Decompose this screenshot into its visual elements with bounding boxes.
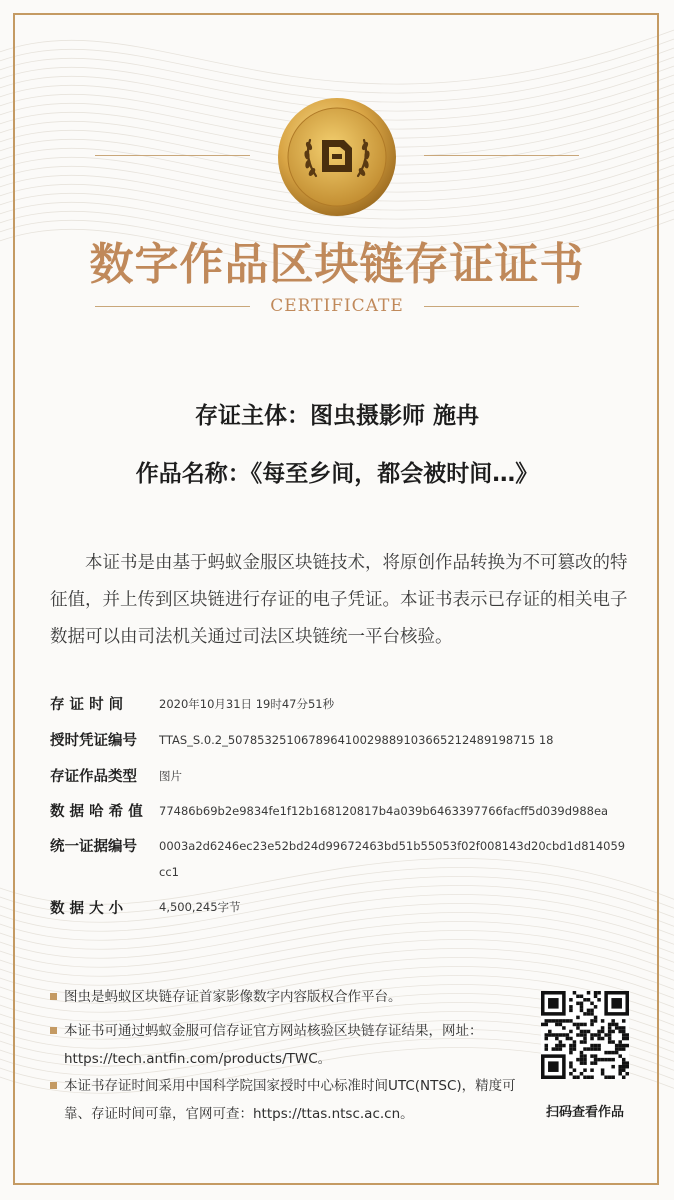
work-name-value: 《每至乡间，都会被时间…》 xyxy=(250,461,539,487)
field-value-evidence-id: 0003a2d6246ec23e52bd24d99672463bd51b55053f02f008143d20cbd1d814059cc1 xyxy=(159,839,626,879)
field-value-time-voucher: TTAS_S.0.2_507853251067896410029889103665212489198715 18 xyxy=(159,733,554,747)
note-item: 图虫是蚂蚁区块链存证首家影像数字内容版权合作平台。 xyxy=(64,989,402,1005)
field-value-work-type: 图片 xyxy=(159,769,182,783)
field-label-time-voucher: 授时凭证编号 xyxy=(50,733,137,749)
note-bullet-icon xyxy=(50,993,57,1000)
gold-seal-icon xyxy=(276,96,398,218)
field-label-work-type: 存证作品类型 xyxy=(50,769,137,785)
top-right-divider xyxy=(424,155,579,156)
certificate-subtitle: CERTIFICATE xyxy=(270,296,404,316)
field-label-evidence-id: 统一证据编号 xyxy=(50,839,137,855)
qr-scan-label: 扫码查看作品 xyxy=(545,1105,624,1120)
field-value-data-size: 4,500,245字节 xyxy=(159,900,241,914)
work-name-label: 作品名称： xyxy=(135,461,251,487)
certificate-title: 数字作品区块链存证证书 xyxy=(89,239,585,290)
subject-value: 图虫摄影师 施冉 xyxy=(309,403,479,429)
certificate-description: 本证书是由基于蚂蚁金服区块链技术，将原创作品转换为不可篡改的特征值，并上传到区块链进行存证的电子凭证。本证书表示已存证的相关电子数据可以由司法机关通过司法区块链统一平台核验。 xyxy=(50,553,628,647)
field-value-hash: 77486b69b2e9834fe1f12b168120817b4a039b6463397766facff5d039d988ea xyxy=(159,804,609,818)
note-item: 本证书存证时间采用中国科学院国家授时中心标准时间UTC(NTSC)，精度可靠、存证时间可靠，官网可查：https://ttas.ntsc.ac.cn。 xyxy=(64,1078,516,1122)
subject-line xyxy=(0,397,674,430)
note-item: 本证书可通过蚂蚁金服可信存证官方网站核验区块链存证结果，网址：https://tech.antfin.com/products/TWC。 xyxy=(64,1023,483,1067)
field-label-data-size: 数 据 大 小 xyxy=(50,901,124,917)
subject-label: 存证主体： xyxy=(194,403,310,429)
work-name-line xyxy=(0,455,674,488)
note-bullet-icon xyxy=(50,1082,57,1089)
field-label-timestamp: 存 证 时 间 xyxy=(50,697,124,713)
field-label-hash: 数 据 哈 希 值 xyxy=(50,804,143,820)
top-left-divider xyxy=(95,155,250,156)
note-bullet-icon xyxy=(50,1027,57,1034)
qr-code-icon[interactable] xyxy=(541,991,629,1079)
field-value-timestamp: 2020年10月31日 19时47分51秒 xyxy=(159,697,335,711)
